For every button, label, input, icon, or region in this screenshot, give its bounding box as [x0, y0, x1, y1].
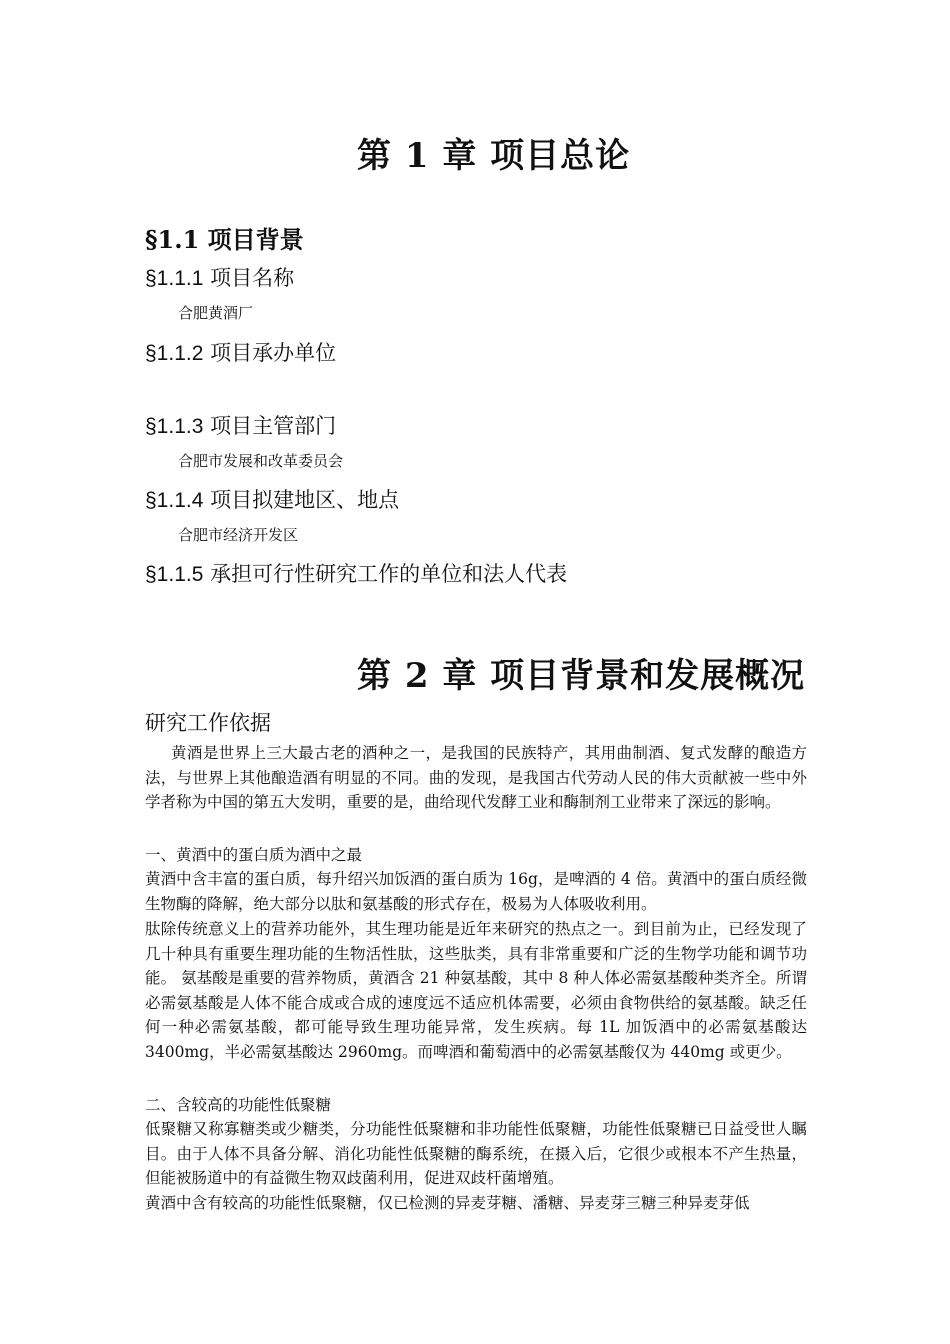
subsection-number: §1.1.5: [145, 563, 204, 586]
subsection-1-1-5-title: [145, 558, 567, 588]
subsection-number: §1.1.2: [145, 342, 204, 365]
subsection-1-1-2-title: [145, 337, 336, 367]
point-2-heading: 二、含较高的功能性低聚糖: [145, 1096, 332, 1114]
intro-paragraph: 黄酒是世界上三大最古老的酒种之一，是我国的民族特产，其用曲制酒、复式发酵的酿造方法，与世界上其他酿造酒有明显的不同。曲的发现，是我国古代劳动人民的伟大贡献被一些中外学者称为中国的第五大发明，重要的是，曲给现代发酵工业和酶制剂工业带来了深远的影响。: [145, 744, 807, 811]
point-1-heading: 一、黄酒中的蛋白质为酒中之最: [145, 846, 363, 864]
subsection-label: 承担可行性研究工作的单位和法人代表: [203, 562, 568, 586]
subsection-label: 项目名称: [203, 266, 295, 290]
subsection-number: §1.1.3: [145, 415, 204, 438]
section-1-1-title: §1.1 项目背景: [145, 225, 304, 254]
point-2-paragraph-b: 黄酒中含有较高的功能性低聚糖，仅已检测的异麦芽糖、潘糖、异麦芽三糖三种异麦芽低: [145, 1194, 750, 1212]
project-location-value: 合肥市经济开发区: [178, 526, 299, 544]
point-1-paragraph-b: 肽除传统意义上的营养功能外，其生理功能是近年来研究的热点之一。到目前为止，已经发现了几十种具有重要生理功能的生物活性肽，这些肽类，具有非常重要和广泛的生物学功能和调节功能。 氨基酸是重要的营养物质，黄酒含 21 种氨基酸，其中 8 种人体必需氨基酸种类齐全。所谓必需氨基酸是人体不能合成或合成的速度远不适应机体需要，必须由食物供给的氨基酸。缺乏任何一种必需氨基酸，都可能导致生理功能异常，发生疾病。每 1L 加饭酒中的必需氨基酸达 3400mg，半必需氨基酸达 2960mg。而啤酒和葡萄酒中的必需氨基酸仅为 440mg 或更少。: [145, 920, 807, 1061]
subsection-1-1-3-title: [145, 410, 336, 440]
research-basis-heading: 研究工作依据: [145, 711, 271, 735]
point-2-paragraph-a: 低聚糖又称寡糖类或少糖类，分功能性低聚糖和非功能性低聚糖，功能性低聚糖已日益受世人瞩目。由于人体不具备分解、消化功能性低聚糖的酶系统，在摄入后，它很少或根本不产生热量，但能被肠道中的有益微生物双歧菌利用，促进双歧杆菌增殖。: [145, 1120, 807, 1187]
subsection-label: 项目主管部门: [203, 414, 337, 438]
subsection-1-1-4-title: [145, 484, 399, 514]
point-1-paragraph-a: 黄酒中含丰富的蛋白质，每升绍兴加饭酒的蛋白质为 16g，是啤酒的 4 倍。黄酒中的蛋白质经微生物酶的降解，绝大部分以肽和氨基酸的形式存在，极易为人体吸收利用。: [145, 870, 807, 913]
subsection-label: 项目承办单位: [203, 341, 337, 365]
subsection-label: 项目拟建地区、地点: [203, 488, 400, 512]
supervising-department-value: 合肥市发展和改革委员会: [178, 452, 344, 470]
project-name-value: 合肥黄酒厂: [178, 304, 254, 322]
subsection-1-1-1-title: [145, 262, 294, 292]
chapter-1-title: 第 1 章 项目总论: [357, 136, 631, 176]
chapter-2-title: 第 2 章 项目背景和发展概况: [357, 656, 806, 696]
subsection-number: §1.1.4: [145, 489, 204, 512]
subsection-number: §1.1.1: [145, 267, 204, 290]
